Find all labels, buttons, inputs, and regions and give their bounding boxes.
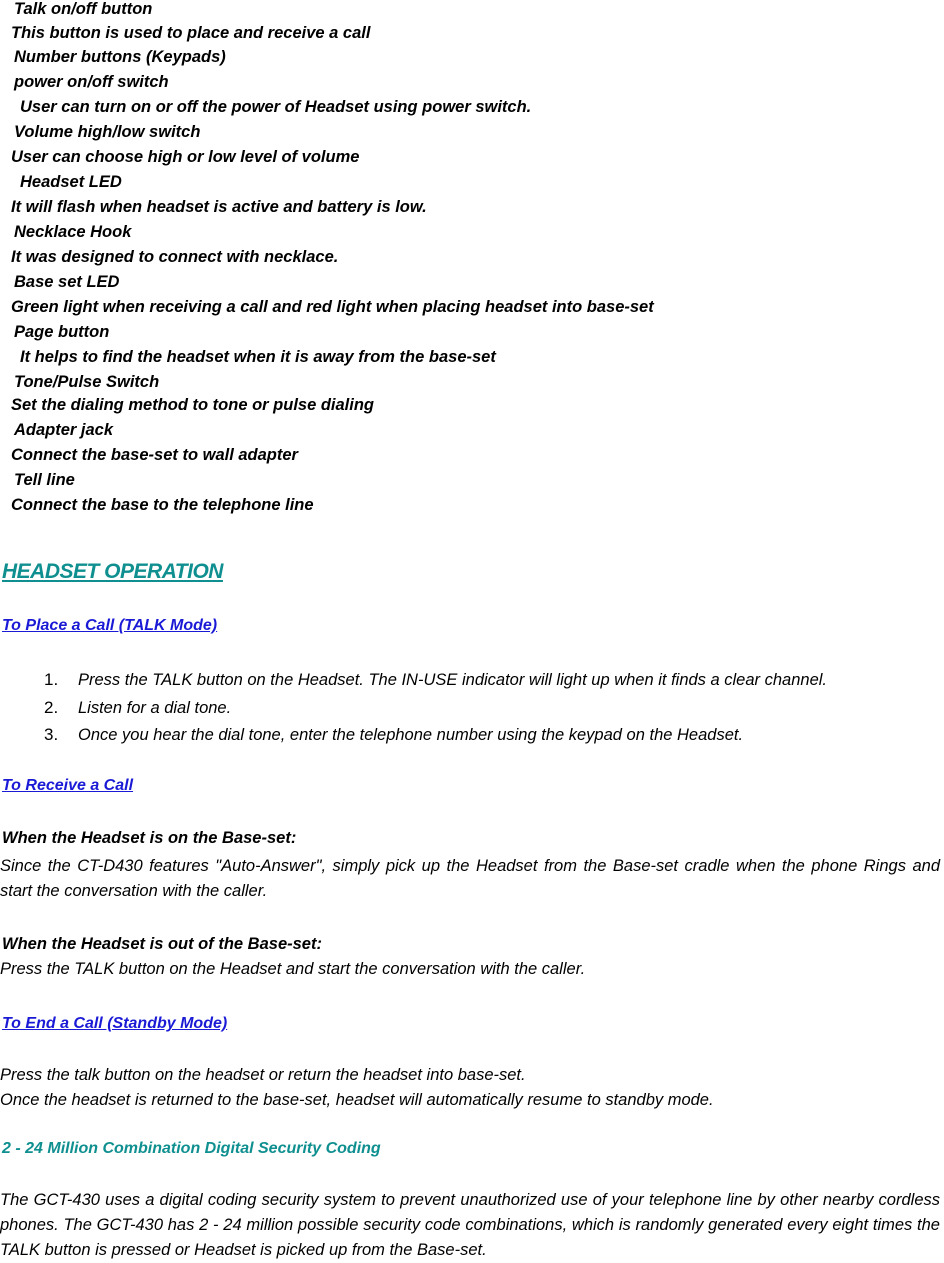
step-1 bbox=[44, 670, 827, 690]
step-3 bbox=[44, 725, 743, 745]
step-3-text: Once you hear the dial tone, enter the telephone number using the keypad on the Headset. bbox=[78, 726, 744, 744]
feature-name-necklace: Necklace Hook bbox=[14, 223, 132, 241]
feature-name-adapter: Adapter jack bbox=[14, 421, 114, 439]
feature-desc-adapter: Connect the base-set to wall adapter bbox=[11, 446, 298, 464]
feature-desc-page: It helps to find the headset when it is away from the base-set bbox=[20, 348, 496, 366]
step-2-number: 2. bbox=[44, 698, 59, 717]
step-1-text: Press the TALK button on the Headset. The IN-USE indicator will light up when it finds a clear channel. bbox=[78, 671, 828, 689]
step-3-number: 3. bbox=[44, 725, 59, 744]
feature-name-base-led: Base set LED bbox=[14, 273, 120, 291]
subsection-title-security: 2 - 24 Million Combination Digital Security Coding bbox=[2, 1140, 381, 1157]
subsection-title-receive-call: To Receive a Call bbox=[2, 777, 134, 794]
feature-name-page: Page button bbox=[14, 323, 110, 341]
on-base-paragraph: Since the CT-D430 features "Auto-Answer", simply pick up the Headset from the Base-set cradle when the phone Rings and start the conversation with the caller. bbox=[0, 857, 940, 900]
feature-desc-talk: This button is used to place and receive a call bbox=[11, 24, 371, 42]
step-1-number: 1. bbox=[44, 670, 59, 689]
end-call-line-2: Once the headset is returned to the base-set, headset will automatically resume to standby mode. bbox=[0, 1091, 714, 1109]
feature-name-power: power on/off switch bbox=[14, 73, 169, 91]
on-base-heading: When the Headset is on the Base-set: bbox=[2, 829, 297, 847]
section-title-headset-operation: HEADSET OPERATION bbox=[2, 560, 223, 583]
feature-name-headset-led: Headset LED bbox=[20, 173, 122, 191]
feature-desc-volume: User can choose high or low level of volume bbox=[11, 148, 360, 166]
feature-name-tell-line: Tell line bbox=[14, 471, 75, 489]
feature-desc-power: User can turn on or off the power of Headset using power switch. bbox=[20, 98, 532, 116]
step-2 bbox=[44, 698, 231, 718]
feature-name-tone-pulse: Tone/Pulse Switch bbox=[14, 373, 160, 391]
feature-name-keypads: Number buttons (Keypads) bbox=[14, 48, 226, 66]
feature-desc-necklace: It was designed to connect with necklace. bbox=[11, 248, 339, 266]
subsection-title-place-call: To Place a Call (TALK Mode) bbox=[2, 617, 218, 634]
end-call-line-1: Press the talk button on the headset or return the headset into base-set. bbox=[0, 1066, 526, 1084]
security-paragraph: The GCT-430 uses a digital coding security system to prevent unauthorized use of your telephone line by other nearby cordless phones. The GCT-430 has 2 - 24 million possible security code combinations, which is randomly generated every eight times the TALK button is pressed or Headset is picked up from the Base-set. bbox=[0, 1191, 940, 1259]
feature-desc-headset-led: It will flash when headset is active and battery is low. bbox=[11, 198, 427, 216]
feature-desc-base-led: Green light when receiving a call and red light when placing headset into base-set bbox=[11, 298, 654, 316]
feature-desc-tone-pulse: Set the dialing method to tone or pulse dialing bbox=[11, 396, 375, 414]
step-2-text: Listen for a dial tone. bbox=[78, 699, 232, 717]
subsection-title-end-call: To End a Call (Standby Mode) bbox=[2, 1015, 228, 1032]
off-base-paragraph: Press the TALK button on the Headset and start the conversation with the caller. bbox=[0, 960, 586, 978]
feature-name-volume: Volume high/low switch bbox=[14, 123, 201, 141]
feature-desc-tell-line: Connect the base to the telephone line bbox=[11, 496, 314, 514]
off-base-heading: When the Headset is out of the Base-set: bbox=[2, 935, 322, 953]
feature-name-talk: Talk on/off button bbox=[14, 0, 153, 18]
